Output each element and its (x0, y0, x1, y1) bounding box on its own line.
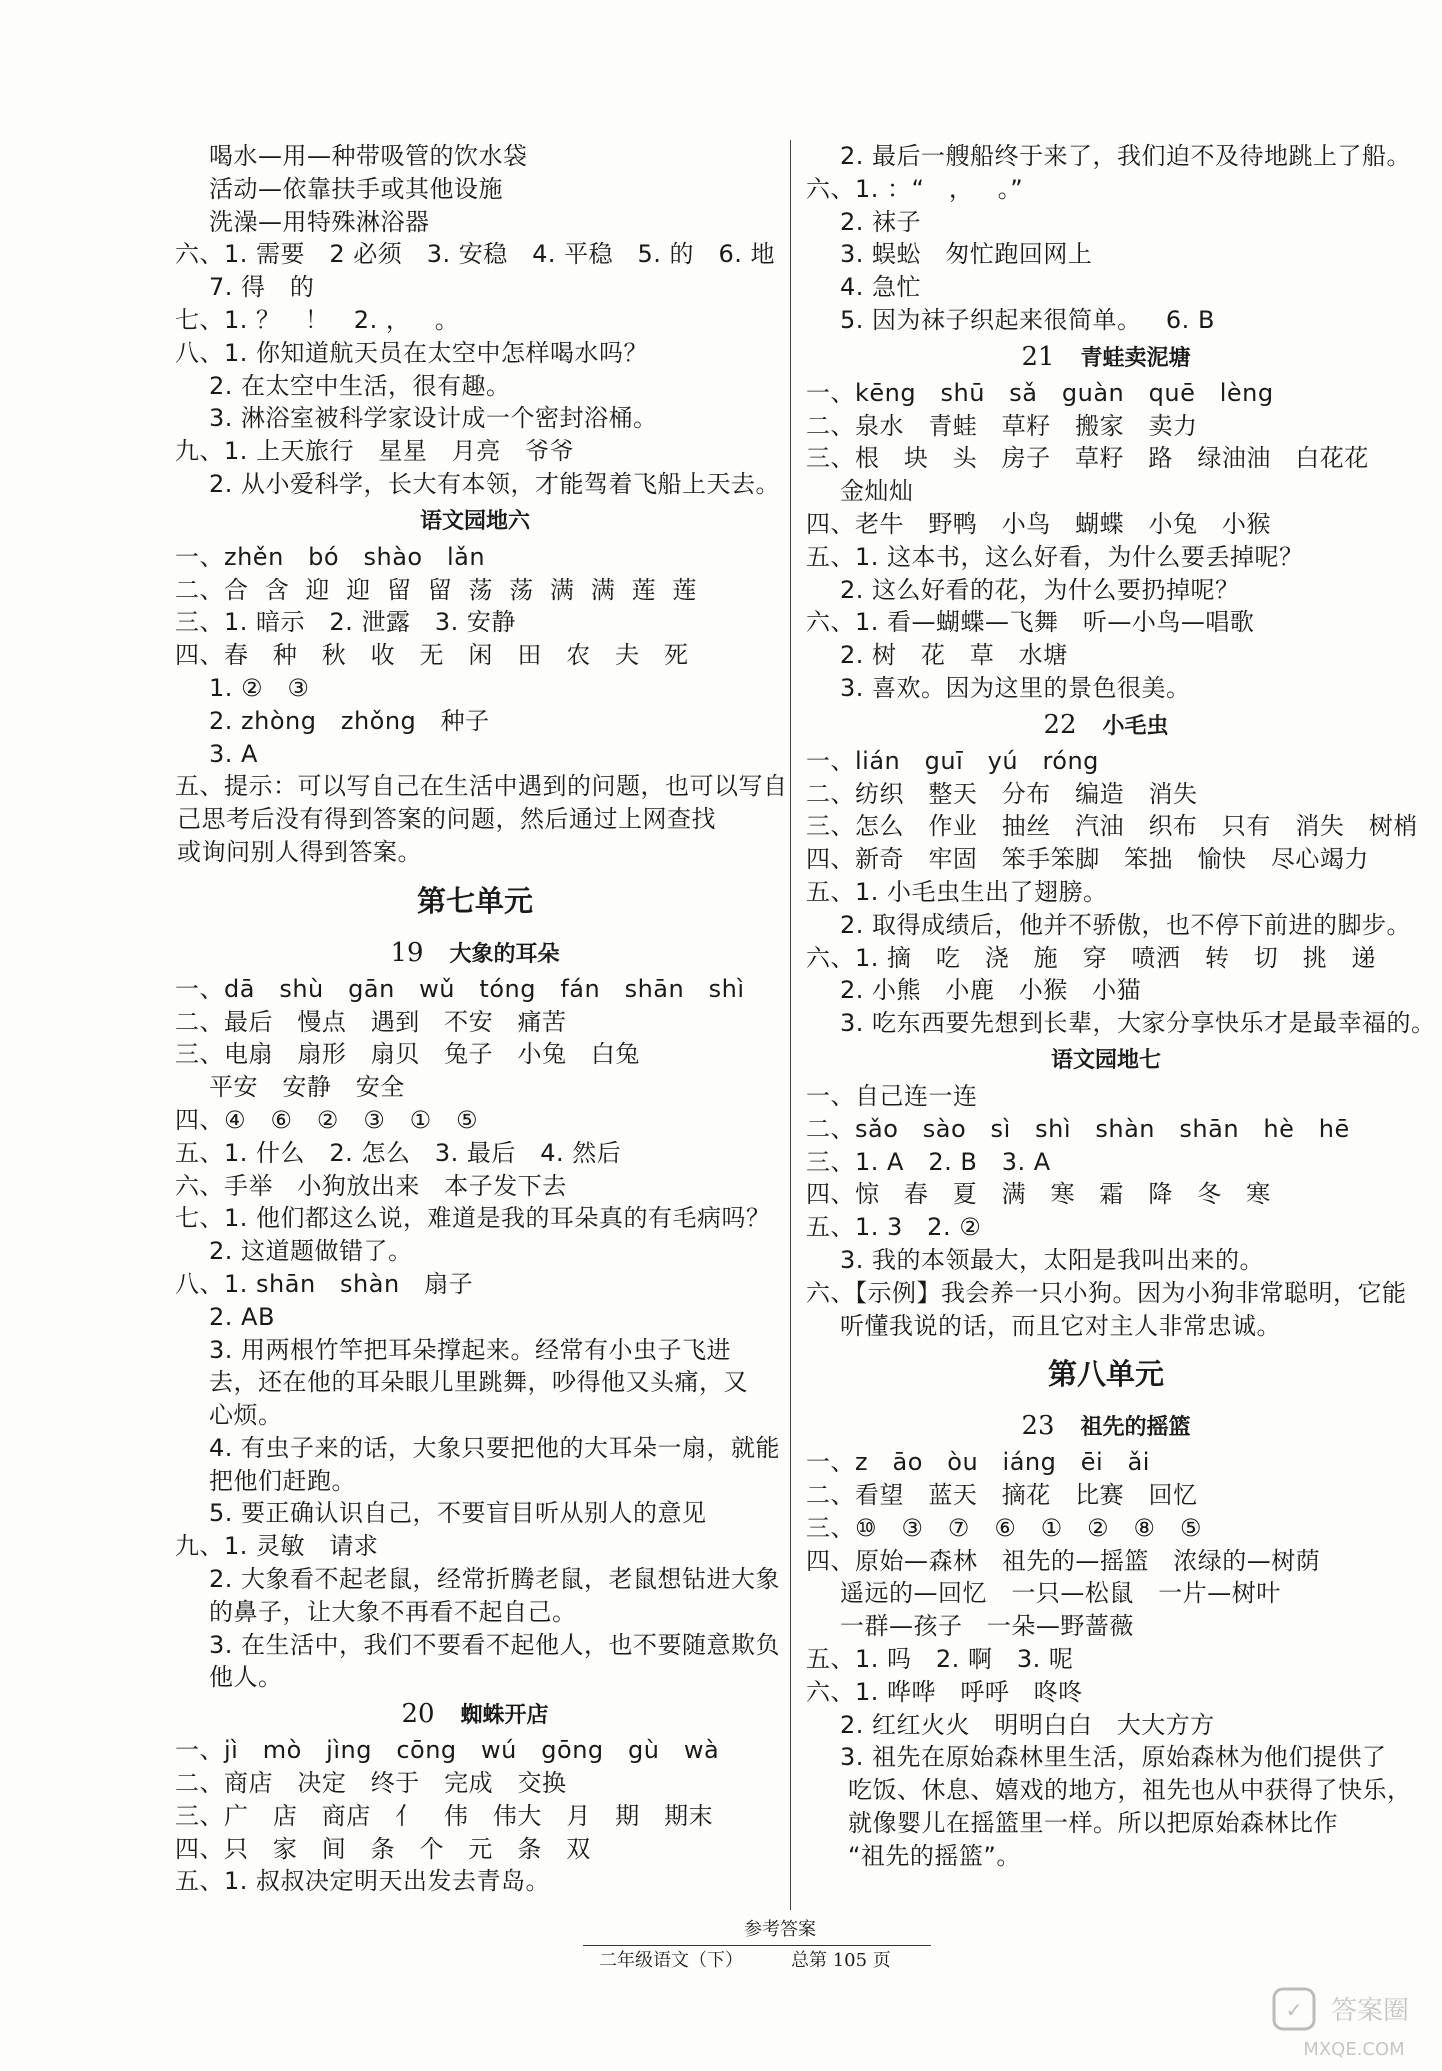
answer-line: 二、纺织 整天 分布 编造 消失 (806, 779, 1198, 808)
answer-line: 3. 祖先在原始森林里生活，原始森林为他们提供了 (840, 1743, 1387, 1772)
left-answer-column (175, 140, 788, 1898)
right-answer-column (806, 140, 1436, 1873)
svg-text:✓: ✓ (1285, 1998, 1303, 2022)
answer-line: 或询问别人得到答案。 (177, 837, 422, 866)
lesson-number: 21 (1021, 341, 1055, 372)
answer-line: 7. 得 的 (209, 273, 315, 302)
answer-line: 一、lián guī yú róng (806, 746, 1099, 775)
answer-line: 2. 红红火火 明明白白 大大方方 (840, 1710, 1215, 1739)
answer-line: 四、新奇 牢固 笨手笨脚 笨拙 愉快 尽心竭力 (806, 845, 1369, 874)
answer-line: 一、dā shù gān wǔ tóng fán shān shì (175, 974, 745, 1003)
answer-line: 遥远的—回忆 一只—松鼠 一片—树叶 (840, 1579, 1281, 1608)
lesson-title: 蜘蛛开店 (460, 1702, 549, 1729)
answer-line: 一群—孩子 一朵—野蔷薇 (840, 1612, 1134, 1641)
answer-line: 七、1. ？ ！ 2. ， 。 (175, 305, 460, 334)
lesson-title: 大象的耳朵 (449, 940, 560, 967)
answer-line: 2. AB (209, 1302, 275, 1331)
answer-line: 的鼻子，让大象不再看不起自己。 (209, 1597, 577, 1626)
watermark-logo (1270, 1985, 1430, 2065)
answer-line: 六、1. 看—蝴蝶—飞舞 听—小鸟—唱歌 (806, 608, 1255, 637)
answer-line: 九、1. 灵敏 请求 (175, 1532, 379, 1561)
answer-line: 三、怎么 作业 抽丝 汽油 织布 只有 消失 树梢 (806, 812, 1418, 841)
answer-line: 3. 吃东西要先想到长辈，大家分享快乐才是最幸福的。 (840, 1009, 1436, 1038)
lesson-number: 20 (401, 1699, 435, 1730)
lesson-title: 小毛虫 (1102, 712, 1169, 739)
answer-line: 2. 小熊 小鹿 小猴 小猫 (840, 976, 1142, 1005)
answer-line: 四、④ ⑥ ② ③ ① ⑤ (175, 1105, 479, 1134)
answer-line: 3. 蜈蚣 匆忙跑回网上 (840, 240, 1093, 269)
answer-line: 3. A (209, 739, 258, 768)
lesson-title: 语文园地六 (419, 507, 530, 534)
answer-line: 四、惊 春 夏 满 寒 霜 降 冬 寒 (806, 1180, 1271, 1209)
unit-heading: 第七单元 (416, 883, 533, 918)
answer-line: 去，还在他的耳朵眼儿里跳舞，吵得他又头痛，又 (209, 1368, 748, 1397)
watermark-bottom: MXQE.COM (1303, 2039, 1405, 2060)
answer-line: 三、电扇 扇形 扇贝 兔子 小兔 白兔 (175, 1040, 640, 1069)
answer-line: 五、1. 小毛虫生出了翅膀。 (806, 877, 1108, 906)
answer-line: 五、1. 叔叔决定明天出发去青岛。 (175, 1867, 551, 1896)
answer-line: 三、根 块 头 房子 草籽 路 绿油油 白花花 (806, 444, 1369, 473)
answer-line: 3. 在生活中，我们不要看不起他人，也不要随意欺负 (209, 1630, 781, 1659)
column-divider (790, 140, 791, 1910)
answer-line: 5. 要正确认识自己，不要盲目听从别人的意见 (209, 1499, 707, 1528)
answer-line: 八、1. shān shàn 扇子 (175, 1269, 474, 1298)
answer-line: 听懂我说的话，而且它对主人非常忠诚。 (840, 1311, 1281, 1340)
footer-grade: 二年级语文（下） (599, 1950, 743, 1971)
answer-line: 2. 取得成绩后，他并不骄傲，也不停下前进的脚步。 (840, 910, 1412, 939)
answer-line: 五、1. 3 2. ② (806, 1213, 982, 1242)
answer-line: 活动—依靠扶手或其他设施 (209, 174, 503, 203)
answer-line: 三、广 店 商店 亻 伟 伟大 月 期 期末 (175, 1801, 714, 1830)
answer-line: 他人。 (209, 1663, 283, 1692)
answer-line: 四、老牛 野鸭 小鸟 蝴蝶 小兔 小猴 (806, 509, 1271, 538)
answer-line: 4. 急忙 (840, 273, 922, 302)
lesson-number: 22 (1043, 709, 1077, 740)
answer-line: 六、1. 需要 2 必须 3. 安稳 4. 平稳 5. 的 6. 地 (175, 240, 775, 269)
answer-line: 把他们赶跑。 (209, 1466, 356, 1495)
answer-line: 2. 袜子 (840, 207, 922, 236)
lesson-heading (806, 1040, 1406, 1080)
lesson-heading (806, 705, 1406, 745)
answer-line: 二、商店 决定 终于 完成 交换 (175, 1769, 567, 1798)
lesson-number: 23 (1021, 1411, 1055, 1442)
answer-line: “祖先的摇篮”。 (848, 1841, 1021, 1870)
lesson-heading (175, 1694, 775, 1734)
lesson-title: 祖先的摇篮 (1080, 1414, 1191, 1441)
lesson-title: 语文园地七 (1050, 1046, 1161, 1073)
answer-line: 2. 在太空中生活，很有趣。 (209, 371, 511, 400)
answer-line: 金灿灿 (840, 477, 914, 506)
answer-line: 吃饭、休息、嬉戏的地方，祖先也从中获得了快乐， (848, 1776, 1412, 1805)
answer-line: 二、sǎo sào sì shì shàn shān hè hē (806, 1114, 1350, 1143)
lesson-heading (175, 501, 775, 541)
lesson-number: 19 (390, 937, 424, 968)
lesson-heading (175, 933, 775, 973)
answer-line: 二、泉水 青蛙 草籽 搬家 卖力 (806, 411, 1198, 440)
answer-line: 2. 这道题做错了。 (209, 1237, 413, 1266)
answer-line: 六、手举 小狗放出来 本子发下去 (175, 1171, 567, 1200)
watermark-top: 答案圈 (1330, 1996, 1410, 2026)
answer-line: 2. zhòng zhǒng 种子 (209, 706, 490, 735)
answer-line: 五、提示：可以写自己在生活中遇到的问题，也可以写自 (175, 772, 788, 801)
footer-rule (583, 1945, 931, 1946)
footer-page-number: 总第 105 页 (791, 1950, 891, 1971)
footer-title: 参考答案 (744, 1919, 816, 1940)
answer-line: 二、最后 慢点 遇到 不安 痛苦 (175, 1007, 567, 1036)
answer-line: 一、jì mò jìng cōng wú gōng gù wà (175, 1736, 720, 1765)
answer-line: 喝水—用—种带吸管的饮水袋 (209, 142, 528, 170)
answer-line: 心烦。 (209, 1401, 283, 1430)
answer-line: 一、kēng shū sǎ guàn quē lèng (806, 378, 1274, 407)
answer-line: 二、看望 蓝天 摘花 比赛 回忆 (806, 1481, 1198, 1510)
answer-line: 1. ② ③ (209, 673, 310, 702)
unit-heading: 第八单元 (1047, 1357, 1164, 1392)
answer-line: 5. 因为袜子织起来很简单。 6. B (840, 305, 1215, 334)
lesson-title: 青蛙卖泥塘 (1080, 344, 1191, 371)
answer-line: 六、【示例】我会养一只小狗。因为小狗非常聪明，它能 (806, 1278, 1407, 1307)
answer-line: 四、只 家 间 条 个 元 条 双 (175, 1834, 591, 1863)
answer-line: 三、1. 暗示 2. 泄露 3. 安静 (175, 608, 516, 637)
answer-line: 二、合 含 迎 迎 留 留 荡 荡 满 满 莲 莲 (175, 575, 697, 604)
answer-line: 2. 大象看不起老鼠，经常折腾老鼠，老鼠想钻进大象 (209, 1565, 781, 1594)
answer-line: 五、1. 吗 2. 啊 3. 呢 (806, 1645, 1074, 1674)
answer-line: 2. 树 花 草 水塘 (840, 641, 1068, 670)
answer-line: 六、1. 哗哗 呼呼 咚咚 (806, 1677, 1083, 1706)
answer-line: 3. 用两根竹竿把耳朵撑起来。经常有小虫子飞进 (209, 1335, 732, 1364)
answer-line: 四、原始—森林 祖先的—摇篮 浓绿的—树荫 (806, 1546, 1321, 1575)
answer-line: 一、自己连一连 (806, 1081, 978, 1110)
answer-line: 九、1. 上天旅行 星星 月亮 爷爷 (175, 437, 575, 466)
answer-line: 4. 有虫子来的话，大象只要把他的大耳朵一扇，就能 (209, 1433, 781, 1462)
answer-line: 3. 喜欢。因为这里的景色很美。 (840, 673, 1191, 702)
answer-line: 七、1. 他们都这么说，难道是我的耳朵真的有毛病吗？ (175, 1204, 771, 1233)
answer-line: 2. 从小爱科学，长大有本领，才能驾着飞船上天去。 (209, 469, 781, 498)
answer-line: 己思考后没有得到答案的问题，然后通过上网查找 (177, 805, 716, 834)
lesson-heading (806, 1406, 1406, 1446)
answer-line: 八、1. 你知道航天员在太空中怎样喝水吗？ (175, 338, 649, 367)
answer-line: 平安 安静 安全 (209, 1073, 405, 1102)
answer-line: 2. 最后一艘船终于来了，我们迫不及待地跳上了船。 (840, 142, 1412, 170)
answer-line: 3. 我的本领最大，太阳是我叫出来的。 (840, 1245, 1265, 1274)
lesson-heading (806, 337, 1406, 377)
answer-line: 洗澡—用特殊淋浴器 (209, 207, 430, 236)
answer-line: 五、1. 这本书，这么好看，为什么要丢掉呢？ (806, 542, 1304, 571)
answer-line: 六、1. ：“ ， 。” (806, 174, 1024, 203)
answer-line: 五、1. 什么 2. 怎么 3. 最后 4. 然后 (175, 1138, 622, 1167)
answer-line: 3. 淋浴室被科学家设计成一个密封浴桶。 (209, 404, 658, 433)
answer-line: 三、⑩ ③ ⑦ ⑥ ① ② ⑧ ⑤ (806, 1513, 1202, 1542)
answer-line: 三、1. A 2. B 3. A (806, 1147, 1051, 1176)
answer-line: 四、春 种 秋 收 无 闲 田 农 夫 死 (175, 641, 689, 670)
answer-line: 一、zhěn bó shào lǎn (175, 542, 486, 571)
answer-line: 一、z āo òu iáng ēi ǎi (806, 1448, 1150, 1477)
answer-line: 六、1. 摘 吃 浇 施 穿 喷洒 转 切 挑 递 (806, 943, 1377, 972)
answer-line: 2. 这么好看的花，为什么要扔掉呢？ (840, 575, 1240, 604)
answer-line: 就像婴儿在摇篮里一样。所以把原始森林比作 (848, 1809, 1338, 1838)
